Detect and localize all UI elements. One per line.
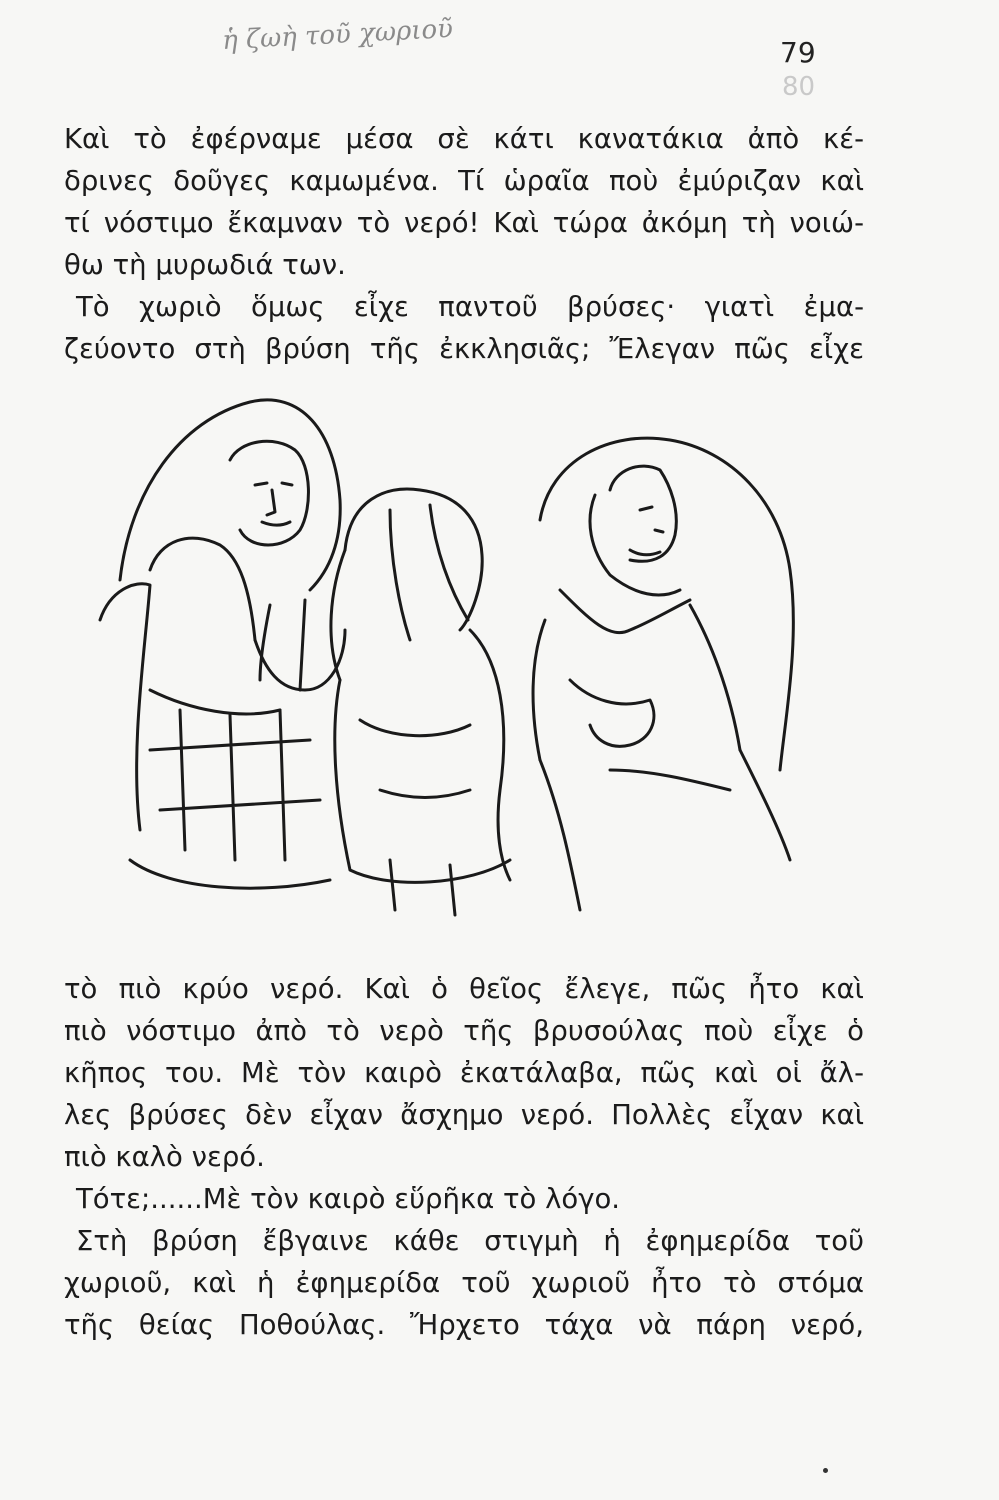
text-line: τὸ πιὸ κρύο νερό. Καὶ ὁ θεῖος ἔλεγε, πῶς ἦτο καὶ <box>64 973 864 1005</box>
text-line: χωριοῦ, καὶ ἡ ἐφημερίδα τοῦ χωριοῦ ἦτο τὸ στόμα <box>64 1267 864 1299</box>
text-line: πιὸ νόστιμο ἀπὸ τὸ νερὸ τῆς βρυσούλας ποὺ εἶχε ὁ <box>64 1015 864 1047</box>
left-woman-figure <box>100 400 345 888</box>
text-line: Τότε;......Μὲ τὸν καιρὸ εὕρῆκα τὸ λόγο. <box>76 1183 621 1215</box>
text-line: θω τὴ μυρωδιά των. <box>64 249 346 281</box>
three-women-illustration <box>90 390 870 930</box>
text-line: δρινες δοῦγες καμωμένα. Τί ὡραῖα ποὺ ἐμύριζαν καὶ <box>64 165 864 197</box>
text-line: ζεύοντο στὴ βρύση τῆς ἐκκλησιᾶς; Ἔλεγαν πῶς εἶχε <box>64 333 864 365</box>
text-line: Στὴ βρύση ἔβγαινε κάθε στιγμὴ ἡ ἐφημερίδα τοῦ <box>76 1225 864 1257</box>
middle-woman-figure <box>331 489 510 915</box>
top-text-block <box>64 118 864 370</box>
page-number: 79 <box>780 36 816 69</box>
handwritten-note: ἡ ζωὴ τοῦ χωριοῦ <box>221 13 454 57</box>
bottom-text-block <box>64 968 864 1346</box>
text-line: Καὶ τὸ ἐφέρναμε μέσα σὲ κάτι κανατάκια ἀπὸ κέ- <box>64 123 864 155</box>
text-line: τί νόστιμο ἔκαμναν τὸ νερό! Καὶ τώρα ἀκόμη τὴ νοιώ- <box>64 207 864 239</box>
right-woman-figure <box>533 438 793 910</box>
text-line: πιὸ καλὸ νερό. <box>64 1141 265 1173</box>
text-line: κῆπος του. Μὲ τὸν καιρὸ ἐκατάλαβα, πῶς καὶ οἱ ἄλ- <box>64 1057 864 1089</box>
bleed-through-page-number: 80 <box>782 72 816 102</box>
text-line: Τὸ χωριὸ ὅμως εἶχε παντοῦ βρύσες· γιατὶ ἐμα- <box>76 291 864 323</box>
text-line: λες βρύσες δὲν εἶχαν ἄσχημο νερό. Πολλὲς εἶχαν καὶ <box>64 1099 864 1131</box>
ink-speck <box>823 1468 828 1473</box>
text-line: τῆς θείας Ποθούλας. Ἤρχετο τάχα νὰ πάρη νερό, <box>64 1309 864 1341</box>
